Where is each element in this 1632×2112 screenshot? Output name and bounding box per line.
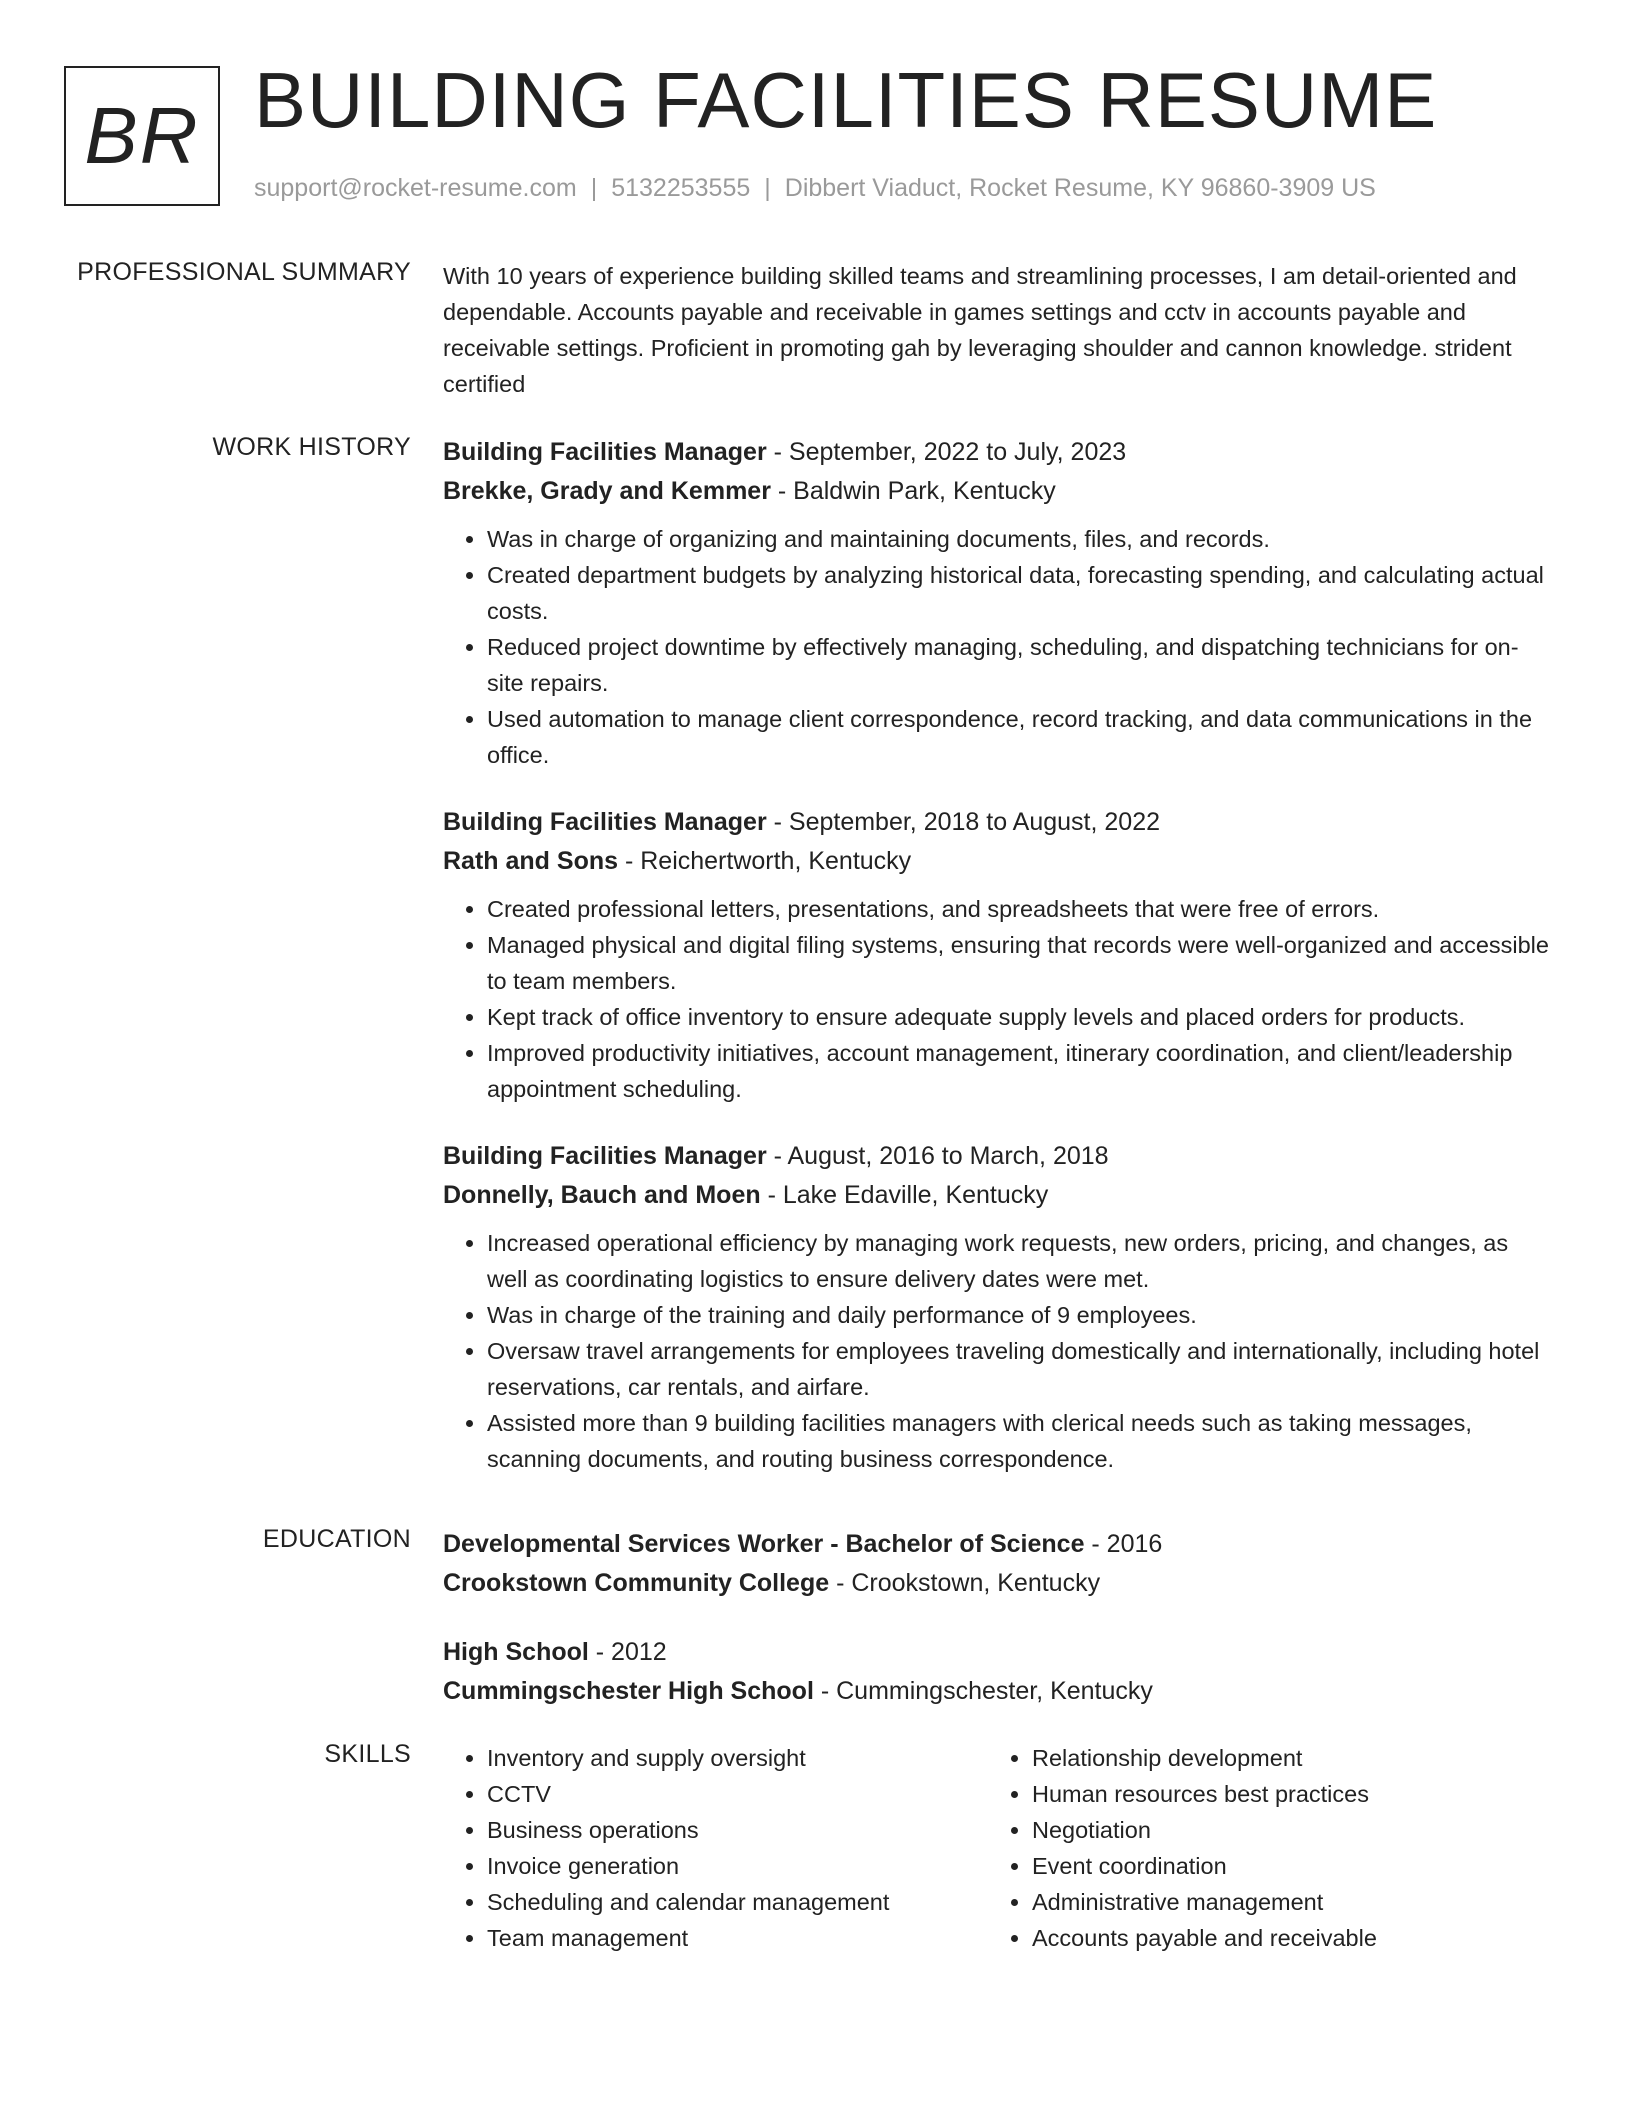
contact-separator: |: [764, 174, 771, 202]
skill-item: • Team management: [487, 1920, 988, 1956]
resume-title: BUILDING FACILITIES RESUME: [254, 56, 1438, 144]
job-title: Building Facilities Manager: [443, 1142, 767, 1170]
school-location: - Crookstown, Kentucky: [829, 1569, 1101, 1597]
degree: High School: [443, 1638, 589, 1666]
school-line: [443, 1672, 1553, 1711]
degree-line: [443, 1525, 1553, 1564]
school-line: [443, 1564, 1553, 1603]
job-bullets: [443, 1225, 1553, 1477]
contact-address: Dibbert Viaduct, Rocket Resume, KY 96860-3909 US: [784, 174, 1376, 202]
job-bullet: • Assisted more than 9 building facilities managers with clerical needs such as taking messages, scanning documents, and routing business correspondence.: [487, 1405, 1553, 1477]
job-company: Donnelly, Bauch and Moen: [443, 1181, 761, 1209]
job-entry: [443, 433, 1553, 773]
job-title-line: [443, 433, 1553, 472]
job-bullet: • Used automation to manage client correspondence, record tracking, and data communications in the office.: [487, 701, 1553, 773]
school: Cummingschester High School: [443, 1677, 814, 1705]
skill-item: • Relationship development: [1032, 1740, 1533, 1776]
job-bullet: • Created professional letters, presentations, and spreadsheets that were free of errors.: [487, 891, 1553, 927]
degree: Developmental Services Worker - Bachelor of Science: [443, 1530, 1085, 1558]
job-dates: - August, 2016 to March, 2018: [766, 1142, 1109, 1170]
degree-year: - 2016: [1084, 1530, 1163, 1558]
skill-item: • Negotiation: [1032, 1812, 1533, 1848]
work-history-body: [443, 433, 1553, 1507]
job-bullet: • Kept track of office inventory to ensure adequate supply levels and placed orders for products.: [487, 999, 1553, 1035]
skills-column-right: [988, 1740, 1533, 1956]
job-company: Brekke, Grady and Kemmer: [443, 477, 771, 505]
summary-text: With 10 years of experience building skilled teams and streamlining processes, I am detail-oriented and dependable. Accounts payable and receivable in games settings and cctv in accounts payable and receivable settings. Proficient in promoting gah by leveraging shoulder and cannon knowledge. strident certified: [443, 263, 1517, 397]
job-title: Building Facilities Manager: [443, 808, 767, 836]
skill-item: • Inventory and supply oversight: [487, 1740, 988, 1776]
skill-item: • Event coordination: [1032, 1848, 1533, 1884]
school: Crookstown Community College: [443, 1569, 830, 1597]
job-title-line: [443, 803, 1553, 842]
job-bullet: • Oversaw travel arrangements for employees traveling domestically and internationally, including hotel reservations, car rentals, and airfare.: [487, 1333, 1553, 1405]
job-bullet: • Improved productivity initiatives, account management, itinerary coordination, and client/leadership appointment scheduling.: [487, 1035, 1553, 1107]
job-company: Rath and Sons: [443, 847, 619, 875]
job-company-line: [443, 472, 1553, 511]
job-title-line: [443, 1137, 1553, 1176]
skills-column-left: [443, 1740, 988, 1956]
contact-phone: 5132253555: [611, 174, 751, 202]
job-location: - Baldwin Park, Kentucky: [770, 477, 1056, 505]
job-bullet: • Reduced project downtime by effectively managing, scheduling, and dispatching technicians for on-site repairs.: [487, 629, 1553, 701]
job-location: - Lake Edaville, Kentucky: [760, 1181, 1049, 1209]
skill-item: • CCTV: [487, 1776, 988, 1812]
contact-email: support@rocket-resume.com: [254, 174, 577, 202]
education-entry: [443, 1633, 1553, 1711]
job-bullet: • Managed physical and digital filing systems, ensuring that records were well-organized and accessible to team members.: [487, 927, 1553, 999]
skills-grid: [443, 1740, 1553, 1956]
job-dates: - September, 2018 to August, 2022: [766, 808, 1161, 836]
job-location: - Reichertworth, Kentucky: [618, 847, 912, 875]
monogram-logo: BR: [64, 66, 220, 206]
job-bullet: • Increased operational efficiency by managing work requests, new orders, pricing, and changes, as well as coordinating logistics to ensure delivery dates were met.: [487, 1225, 1553, 1297]
job-entry: [443, 803, 1553, 1107]
job-company-line: [443, 842, 1553, 881]
job-title: Building Facilities Manager: [443, 438, 767, 466]
job-dates: - September, 2022 to July, 2023: [766, 438, 1127, 466]
contact-line: [254, 174, 1376, 203]
job-company-line: [443, 1176, 1553, 1215]
skills-heading: SKILLS: [324, 1740, 411, 1768]
education-entry: [443, 1525, 1553, 1603]
job-bullet: • Created department budgets by analyzing historical data, forecasting spending, and calculating actual costs.: [487, 557, 1553, 629]
education-body: [443, 1525, 1553, 1741]
contact-separator: |: [590, 174, 598, 202]
job-bullet: • Was in charge of organizing and maintaining documents, files, and records.: [487, 521, 1553, 557]
skill-item: • Scheduling and calendar management: [487, 1884, 988, 1920]
skill-item: • Administrative management: [1032, 1884, 1533, 1920]
job-entry: [443, 1137, 1553, 1477]
summary-heading: PROFESSIONAL SUMMARY: [77, 258, 411, 286]
job-bullets: [443, 891, 1553, 1107]
skill-item: • Accounts payable and receivable: [1032, 1920, 1533, 1956]
skills-body: [443, 1740, 1553, 1956]
job-bullets: [443, 521, 1553, 773]
skill-item: • Human resources best practices: [1032, 1776, 1533, 1812]
work-history-heading: WORK HISTORY: [212, 433, 411, 461]
school-location: - Cummingschester, Kentucky: [813, 1677, 1153, 1705]
skill-item: • Invoice generation: [487, 1848, 988, 1884]
job-bullet: • Was in charge of the training and daily performance of 9 employees.: [487, 1297, 1553, 1333]
education-heading: EDUCATION: [262, 1525, 411, 1553]
skill-item: • Business operations: [487, 1812, 988, 1848]
degree-year: - 2012: [588, 1638, 667, 1666]
degree-line: [443, 1633, 1553, 1672]
summary-body: [443, 258, 1553, 402]
